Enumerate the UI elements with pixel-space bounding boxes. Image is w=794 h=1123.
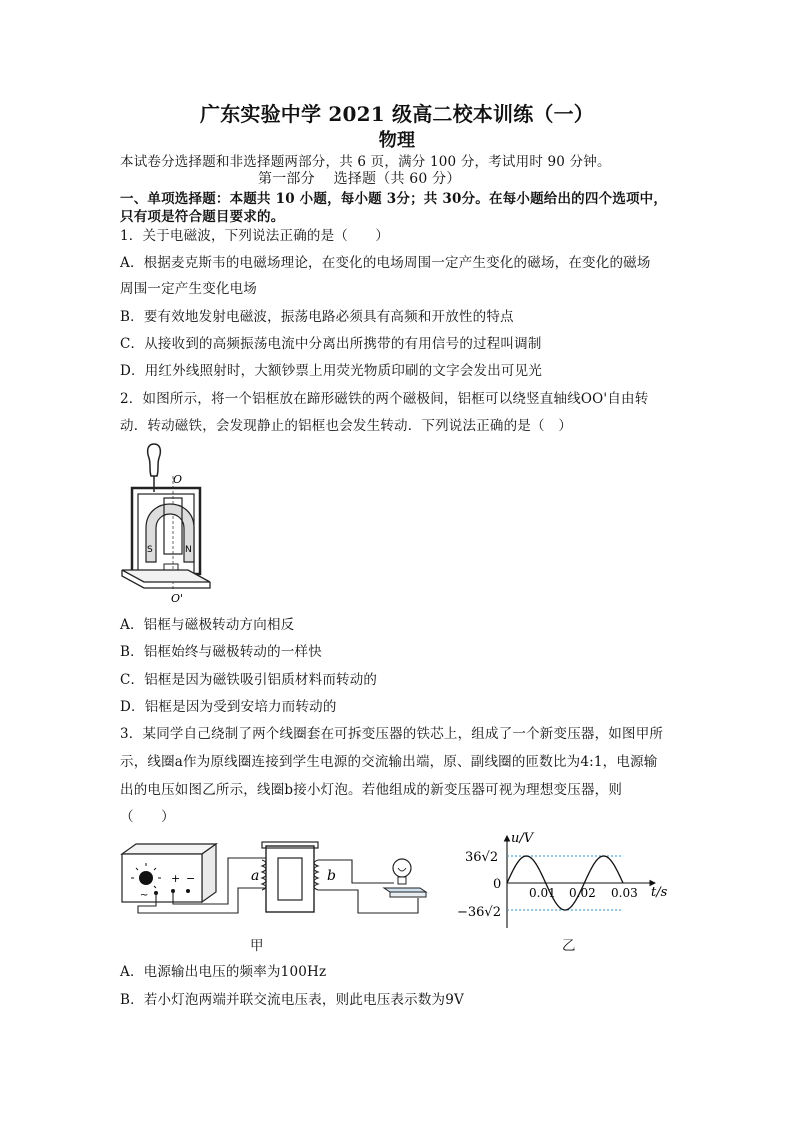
q1-option-d: D．用红外线照射时，大额钞票上用荧光物质印刷的文字会发出可见光 — [120, 363, 543, 379]
ac-tilde-label: ~ — [140, 890, 149, 901]
exam-intro: 本试卷分选择题和非选择题两部分，共 6 页，满分 100 分，考试用时 90 分钟。 — [120, 154, 611, 170]
x-tick-0.02: 0.02 — [569, 886, 596, 900]
q1-option-b: B．要有效地发射电磁波，振荡电路必须具有高频和开放性的特点 — [120, 309, 514, 325]
y-tick-bottom: −36√2 — [457, 905, 501, 920]
q1-stem: 1．关于电磁波，下列说法正确的是（ ） — [120, 228, 390, 244]
y-tick-zero: 0 — [493, 877, 502, 892]
y-tick-top: 36√2 — [465, 850, 499, 865]
subject-title: 物理 — [378, 130, 416, 151]
q1-option-a-line1: A．根据麦克斯韦的电磁场理论，在变化的电场周围一定产生变化的磁场，在变化的磁场 — [120, 255, 651, 271]
pole-label-s: S — [147, 545, 153, 555]
coil-a-label: a — [251, 868, 260, 884]
dc-minus-label: − — [186, 872, 196, 885]
q2-stem-line2: 动．转动磁铁，会发现静止的铝框也会发生转动．下列说法正确的是（ ） — [120, 418, 573, 434]
figure-caption-jia: 甲 — [250, 938, 264, 954]
q2-stem-line1: 2．如图所示，将一个铝框放在蹄形磁铁的两个磁极间，铝框可以绕竖直轴线OO'自由转 — [120, 391, 649, 407]
section-instruction-2: 只有项是符合题目要求的。 — [120, 209, 285, 225]
part-heading: 第一部分 选择题（共 60 分） — [258, 171, 461, 187]
power-knob — [139, 871, 153, 885]
y-axis-label: u/V — [511, 831, 534, 846]
section-instruction-1: 一、单项选择题：本题共 10 小题，每小题 3分；共 30分。在每小题给出的四个选项中， — [120, 191, 668, 207]
q3-option-b: B．若小灯泡两端并联交流电压表，则此电压表示数为9V — [120, 992, 464, 1008]
dc-plus-label: + — [171, 872, 181, 885]
voltage-waveform-chart — [455, 828, 675, 938]
x-tick-0.03: 0.03 — [611, 886, 638, 900]
light-bulb-icon — [393, 859, 411, 877]
q2-option-c: C．铝框是因为磁铁吸引铝质材料而转动的 — [120, 672, 378, 688]
q3-stem-line1: 3．某同学自己绕制了两个线圈套在可拆变压器的铁芯上，组成了一个新变压器，如图甲所 — [120, 726, 664, 742]
x-axis-label: t/s — [651, 885, 668, 900]
q2-option-d: D．铝框是因为受到安培力而转动的 — [120, 699, 337, 715]
q3-stem-line4: （ ） — [120, 809, 175, 825]
q3-stem-line2: 示，线圈a作为原线圈连接到学生电源的交流输出端，原、副线圈的匝数比为4:1，电源输 — [120, 754, 658, 770]
exam-title: 广东实验中学 2021 级高二校本训练（一） — [200, 102, 594, 126]
q3-option-a: A．电源输出电压的频率为100Hz — [120, 964, 327, 980]
pole-label-n: N — [185, 545, 192, 555]
q1-option-c: C．从接收到的高频振荡电流中分离出所携带的有用信号的过程叫调制 — [120, 336, 542, 352]
axis-label-o-top: O — [173, 473, 183, 486]
axis-label-o-bottom: O' — [171, 592, 184, 605]
q3-stem-line3: 出的电压如图乙所示，线圈b接小灯泡。若他组成的新变压器可视为理想变压器，则 — [120, 782, 623, 798]
magnet-frame-figure — [118, 440, 218, 605]
figure-caption-yi: 乙 — [562, 938, 576, 954]
transformer-circuit-figure — [118, 838, 438, 928]
q1-option-a-line2: 周围一定产生变化电场 — [120, 281, 257, 297]
x-tick-0.01: 0.01 — [529, 886, 556, 900]
q2-option-b: B．铝框始终与磁极转动的一样快 — [120, 644, 322, 660]
q2-option-a: A．铝框与磁极转动方向相反 — [120, 617, 295, 633]
coil-b-label: b — [327, 868, 336, 884]
